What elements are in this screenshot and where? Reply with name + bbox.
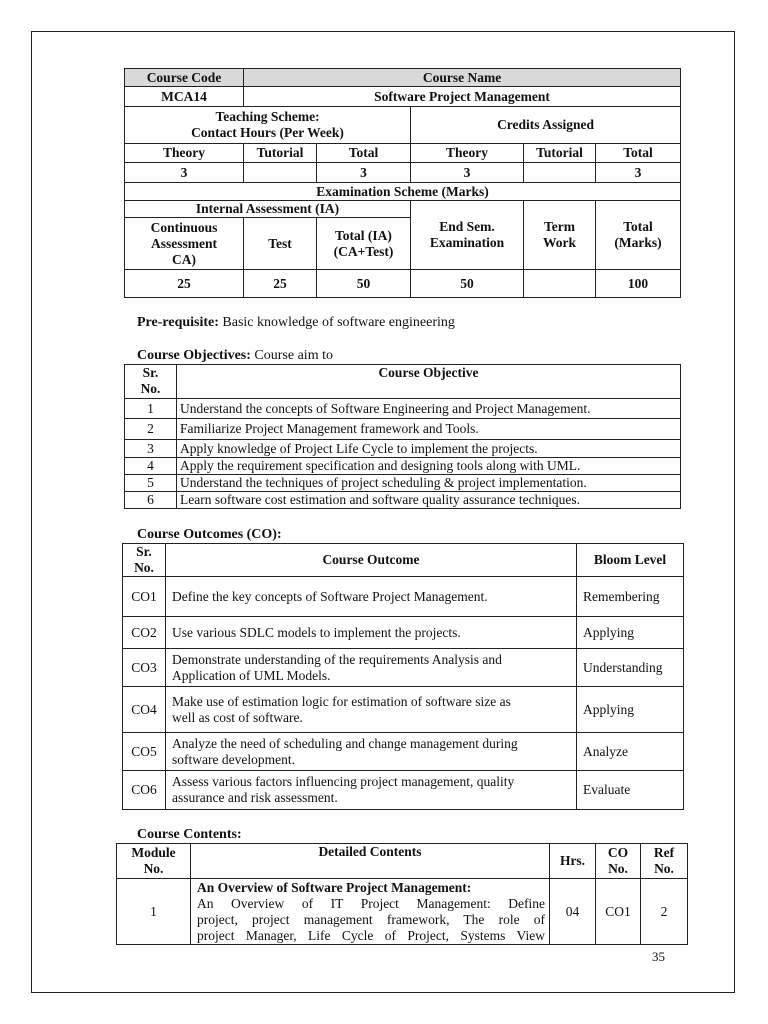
outcome-line1: Assess various factors influencing project management, quality: [172, 774, 515, 789]
marks-total-ia: 50: [317, 270, 411, 298]
total-marks-header: [596, 201, 681, 270]
objective-text: Apply knowledge of Project Life Cycle to implement the projects.: [177, 440, 681, 458]
outcome-line1: Make use of estimation logic for estimation of software size as: [172, 693, 511, 709]
credits-theory-value: 3: [411, 163, 524, 183]
page-number: 35: [652, 949, 665, 964]
outcome-text: [166, 733, 577, 771]
contents-ref: 2: [641, 879, 688, 945]
teaching-tutorial-value: [244, 163, 317, 183]
credits-assigned-header: Credits Assigned: [411, 107, 681, 144]
teaching-scheme-line2: Contact Hours (Per Week): [191, 125, 344, 140]
objective-row: [125, 475, 681, 492]
objectives-heading-text: Course aim to: [250, 348, 333, 363]
objective-no: 3: [125, 440, 177, 458]
contents-ref-line2: No.: [654, 861, 674, 876]
marks-ca: 25: [125, 270, 244, 298]
prerequisite-label: Pre-requisite:: [137, 315, 219, 330]
outcome-bloom: Applying: [577, 617, 684, 649]
contents-module-line1: Module: [131, 845, 176, 860]
outcome-bloom: Understanding: [577, 649, 684, 687]
outcome-text: [166, 771, 577, 810]
outcome-line1: Analyze the need of scheduling and change management during: [172, 735, 518, 751]
outcome-row: [123, 649, 684, 687]
objective-no: 5: [125, 475, 177, 492]
outcomes-table: [122, 543, 684, 810]
credits-tutorial-header: Tutorial: [524, 144, 596, 163]
objective-row: [125, 419, 681, 440]
end-sem-line2: Examination: [429, 235, 505, 250]
outcome-bloom: Analyze: [577, 733, 684, 771]
term-work-line1: Term: [544, 219, 575, 234]
credits-theory-header: Theory: [411, 144, 524, 163]
outcome-line2: well as cost of software.: [172, 709, 303, 725]
outcome-text: [166, 687, 577, 733]
objective-row: [125, 492, 681, 509]
prerequisite-text: Basic knowledge of software engineering: [218, 315, 455, 330]
objectives-table: [124, 364, 681, 509]
objective-row: [125, 458, 681, 475]
outcome-text: [166, 617, 577, 649]
objectives-sr-line1: Sr.: [142, 365, 159, 380]
objectives-sr-header: [125, 365, 177, 399]
course-code: MCA14: [125, 87, 244, 107]
contents-module-header: [117, 844, 191, 879]
contents-title: An Overview of Software Project Management:: [197, 879, 472, 895]
contents-details-header: Detailed Contents: [191, 844, 550, 879]
objectives-heading: [137, 348, 333, 364]
contents-co-line2: No.: [608, 861, 628, 876]
outcome-line1: Define the key concepts of Software Project Management.: [172, 588, 488, 604]
contents-co: CO1: [596, 879, 641, 945]
outcomes-col-header: Course Outcome: [166, 544, 577, 577]
credits-tutorial-value: [524, 163, 596, 183]
outcome-no: CO3: [123, 649, 166, 687]
teaching-tutorial-header: Tutorial: [244, 144, 317, 163]
objective-row: [125, 399, 681, 419]
contents-table: [116, 843, 688, 945]
outcome-line1: Use various SDLC models to implement the projects.: [172, 624, 461, 640]
contents-co-line1: CO: [607, 845, 629, 860]
outcomes-sr-line2: No.: [134, 560, 154, 575]
continuous-line2: Assessment: [151, 235, 217, 251]
objective-text: Learn software cost estimation and software quality assurance techniques.: [177, 492, 681, 509]
outcome-line2: assurance and risk assessment.: [172, 790, 338, 805]
outcome-text: [166, 649, 577, 687]
outcome-row: [123, 733, 684, 771]
credits-total-value: 3: [596, 163, 681, 183]
continuous-assessment-header: [125, 218, 244, 270]
objective-text: Understand the concepts of Software Engineering and Project Management.: [177, 399, 681, 419]
prerequisite: [137, 315, 455, 331]
marks-end-sem: 50: [411, 270, 524, 298]
teaching-total-header: Total: [317, 144, 411, 163]
outcome-row: [123, 577, 684, 617]
outcome-line2: Application of UML Models.: [172, 667, 331, 683]
contents-line2: project, project management framework, The role of: [197, 911, 545, 927]
credits-total-header: Total: [596, 144, 681, 163]
exam-scheme-header: Examination Scheme (Marks): [125, 183, 681, 201]
outcome-row: [123, 771, 684, 810]
contents-details: [191, 879, 550, 945]
term-work-line2: Work: [542, 235, 576, 250]
contents-hrs: 04: [550, 879, 596, 945]
course-name-label: Course Name: [244, 69, 681, 87]
test-header: Test: [244, 218, 317, 270]
objective-no: 4: [125, 458, 177, 475]
teaching-scheme-header: [125, 107, 411, 144]
objective-row: [125, 440, 681, 458]
continuous-line1: Continuous: [150, 219, 218, 235]
teaching-scheme-line1: Teaching Scheme:: [215, 109, 320, 124]
course-name: Software Project Management: [244, 87, 681, 107]
contents-row: [117, 879, 688, 945]
contents-ref-line1: Ref: [653, 845, 675, 860]
course-code-label: Course Code: [125, 69, 244, 87]
total-marks-line2: (Marks): [614, 235, 662, 250]
outcomes-sr-line1: Sr.: [136, 544, 152, 559]
bloom-col-header: Bloom Level: [577, 544, 684, 577]
outcome-bloom: Evaluate: [577, 771, 684, 810]
outcome-no: CO2: [123, 617, 166, 649]
objective-no: 6: [125, 492, 177, 509]
marks-test: 25: [244, 270, 317, 298]
contents-line3: project Manager, Life Cycle of Project, Systems View: [197, 927, 545, 943]
teaching-theory-header: Theory: [125, 144, 244, 163]
contents-module-line2: No.: [143, 861, 164, 876]
outcome-no: CO6: [123, 771, 166, 810]
objectives-sr-line2: No.: [140, 381, 161, 396]
outcome-line1: Demonstrate understanding of the requirements Analysis and: [172, 651, 502, 667]
outcome-no: CO5: [123, 733, 166, 771]
outcome-no: CO1: [123, 577, 166, 617]
outcome-bloom: Remembering: [577, 577, 684, 617]
end-sem-line1: End Sem.: [439, 219, 495, 234]
total-marks-line1: Total: [623, 219, 653, 234]
objective-text: Understand the techniques of project scheduling & project implementation.: [177, 475, 681, 492]
objective-text: Familiarize Project Management framework and Tools.: [177, 419, 681, 440]
outcome-no: CO4: [123, 687, 166, 733]
contents-ref-header: [641, 844, 688, 879]
marks-term-work: [524, 270, 596, 298]
outcome-text: [166, 577, 577, 617]
continuous-line3: CA): [172, 251, 196, 267]
teaching-total-value: 3: [317, 163, 411, 183]
end-sem-header: [411, 201, 524, 270]
contents-heading: Course Contents:: [137, 827, 242, 842]
total-ia-header: [317, 218, 411, 270]
contents-line1: An Overview of IT Project Management: Define: [197, 895, 545, 911]
contents-module: 1: [117, 879, 191, 945]
outcome-row: [123, 617, 684, 649]
internal-assessment-header: Internal Assessment (IA): [125, 201, 411, 218]
total-ia-line1: Total (IA): [335, 227, 392, 243]
objectives-heading-label: Course Objectives:: [137, 348, 251, 363]
outcome-row: [123, 687, 684, 733]
contents-hrs-header: Hrs.: [550, 844, 596, 879]
outcome-bloom: Applying: [577, 687, 684, 733]
outcomes-heading: Course Outcomes (CO):: [137, 527, 282, 542]
contents-co-header: [596, 844, 641, 879]
marks-total: 100: [596, 270, 681, 298]
term-work-header: [524, 201, 596, 270]
objective-no: 2: [125, 419, 177, 440]
scheme-table: [124, 68, 681, 298]
outcome-line2: software development.: [172, 751, 295, 767]
teaching-theory-value: 3: [125, 163, 244, 183]
objective-no: 1: [125, 399, 177, 419]
objectives-col-header: Course Objective: [177, 365, 681, 399]
total-ia-line2: (CA+Test): [333, 243, 394, 259]
objective-text: Apply the requirement specification and designing tools along with UML.: [177, 458, 681, 475]
outcomes-sr-header: [123, 544, 166, 577]
